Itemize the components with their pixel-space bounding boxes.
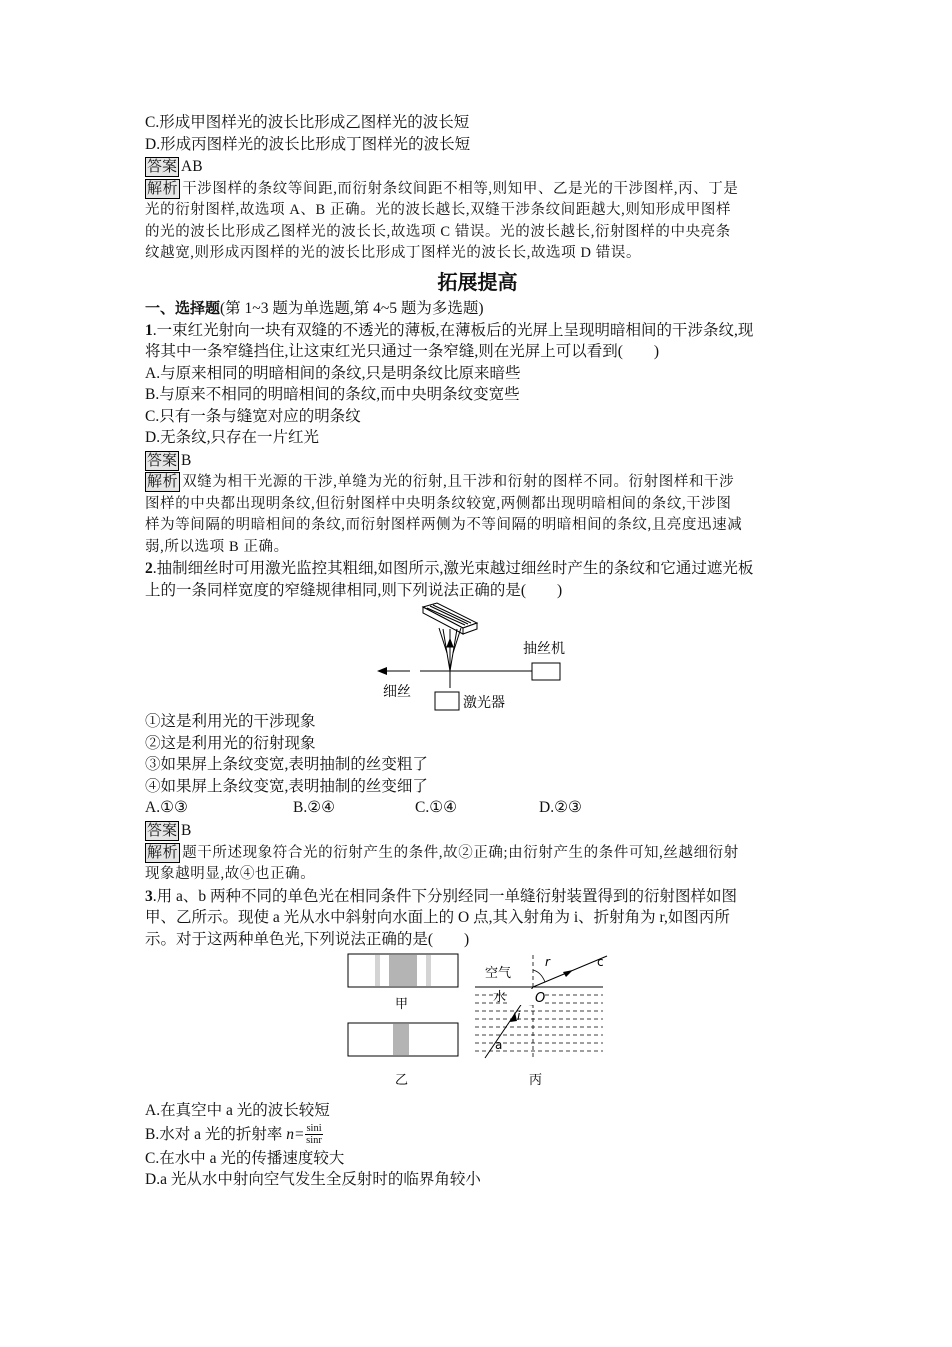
label-air: 空气 [485, 966, 512, 981]
pattern-jia [348, 954, 458, 987]
fraction: $\frac{\sin i}{\sin r}$ [306, 1123, 322, 1147]
answer-value: AB [181, 158, 203, 175]
option-d: D.②③ [539, 799, 582, 816]
laser-label: 激光器 [463, 695, 505, 711]
prev-option-d: D.形成丙图样光的波长比形成丁图样光的波长短 [145, 135, 471, 153]
question-1: 1.一束红光射向一块有双缝的不透光的薄板,在薄板后的光屏上呈现明暗相间的干涉条纹,现 将其中一条窄缝挡住,让这束红光只通过一条窄缝,则在光屏上可以看到( ) A.与原来相同的明暗相间的条纹,只是明条纹比原来暗些 B.与原来不相同的明暗相间的条纹,而中央明条纹变宽些 C.只有一条与缝宽对应的明条纹 D.无条纹,只存在一片红光 答案 B 解析 双缝为相干光源的干涉,单缝为光的衍射,且干涉和衍射的图样不同。衍射图样和干涉 图样的中央都出现明条纹,但衍射图样中央明条纹较宽,两侧都出现明暗相间的条纹,干涉图 样为等间隔的明暗相间的条纹,而衍射图样两侧为不等间隔的明暗相间的条纹,且亮度迅速减 弱,所以选项 B 正确。 [145, 320, 810, 559]
question-number: 2 [145, 560, 153, 577]
label-jia: 甲 [395, 997, 409, 1012]
label-bing: 丙 [529, 1073, 543, 1088]
document-page [145, 112, 810, 1191]
q1-analysis: 解析 双缝为相干光源的干涉,单缝为光的衍射,且干涉和衍射的图样不同。衍射图样和干涉 图样的中央都出现明条纹,但衍射图样中央明条纹较宽,两侧都出现明暗相间的条纹,干涉图 样为等间隔的明暗相间的条纹,而衍射图样两侧为不等间隔的明暗相间的条纹,且亮度迅速减 弱,所以选项 B 正确。 [145, 474, 743, 555]
wire-drawing-figure [145, 601, 810, 711]
label-ray-a: a [495, 1038, 503, 1052]
label-yi: 乙 [395, 1073, 409, 1088]
machine-box [532, 663, 560, 680]
option-c: C.①④ [415, 799, 458, 816]
question-2: 2.抽制细丝时可用激光监控其粗细,如图所示,激光束越过细丝时产生的条纹和它通过遮光板 上的一条同样宽度的窄缝规律相同,则下列说法正确的是( ) 抽丝机 细丝 激光器 ①这是利用光的干涉现象 ②这是利用光的衍射现象 ③如果屏上条纹变宽,表明抽制的丝变粗了 ④如果屏上条纹变宽,表明抽制的丝变细了 A.①③ B.②④ C.①④ D.②③ 答案 B 解析 题干所述现象符合光的衍射产生的条件,故②正确;由衍射产生的条件可知,丝越细衍射 现象越明显,故④也正确。 [145, 558, 810, 886]
statement-1: ①这是利用光的干涉现象 [145, 713, 316, 730]
prev-analysis: 解析 干涉图样的条纹等间距,而衍射条纹间距不相等,则知甲、乙是光的干涉图样,丙、丁是 光的衍射图样,故选项 A、B 正确。光的波长越长,双缝干涉条纹间距越大,则知形成甲图样 的光的波长比形成乙图样光的波长长,故选项 C 错误。光的波长越长,衍射图样的中央亮条 纹越宽,则形成丙图样的光的波长比形成丁图样光的波长长,故选项 D 错误。 [145, 180, 739, 261]
analysis-tag: 解析 [147, 180, 179, 197]
section-heading: 一、选择题(第 1~3 题为单选题,第 4~5 题为多选题) [145, 298, 484, 317]
answer-tag: 答案 [147, 159, 178, 175]
option-d: D.a 光从水中射向空气发生全反射时的临界角较小 [145, 1171, 481, 1188]
prev-option-c: C.形成甲图样光的波长比形成乙图样光的波长短 [145, 114, 470, 131]
label-ray-c: c [597, 955, 604, 969]
label-water: 水 [493, 990, 507, 1005]
option-a: A.在真空中 a 光的波长较短 [145, 1102, 330, 1119]
option-c: C.只有一条与缝宽对应的明条纹 [145, 407, 361, 425]
question-number: 3 [145, 887, 153, 905]
q1-answer: 答案 B [147, 451, 192, 469]
answer-tag: 答案 [147, 823, 178, 839]
option-c: C.在水中 a 光的传播速度较大 [145, 1149, 345, 1167]
analysis-tag: 解析 [147, 474, 179, 490]
q2-analysis: 解析 题干所述现象符合光的衍射产生的条件,故②正确;由衍射产生的条件可知,丝越细衍射 现象越明显,故④也正确。 [145, 844, 739, 882]
option-b: B.与原来不相同的明暗相间的条纹,而中央明条纹变宽些 [145, 386, 520, 403]
option-a: A.与原来相同的明暗相间的条纹,只是明条纹比原来暗些 [145, 364, 521, 382]
option-d: D.无条纹,只存在一片红光 [145, 429, 319, 446]
label-angle-i: i [517, 1009, 521, 1023]
statement-3: ③如果屏上条纹变宽,表明抽制的丝变粗了 [145, 756, 428, 773]
laser-box [435, 692, 459, 710]
option-a: A.①③ [145, 799, 188, 816]
question-3: 3.用 a、b 两种不同的单色光在相同条件下分别经同一单缝衍射装置得到的衍射图样如图 甲、乙所示。现使 a 光从水中斜射向水面上的 O 点,其入射角为 i、折射角为 r,如图丙所 示。对于这两种单色光,下列说法正确的是( ) 甲 乙 空气 水 O r i a c 丙 A.在真空中 a 光的波长较短 B.水对 a 光的折射率 n= $\frac{\sin i}{\sin r}$ C.在水中 a 光的传播速度较大 D.a 光从水中射向空气发生全反射时的临界角较小 [145, 886, 810, 1191]
question-number: 1 [145, 321, 153, 339]
label-point-o: O [535, 991, 546, 1006]
diffraction-refraction-figure [145, 950, 810, 1100]
answer-tag: 答案 [147, 452, 178, 469]
label-angle-r: r [545, 955, 550, 969]
left-arrow [377, 667, 410, 675]
q2-answer: 答案 B [147, 822, 192, 839]
section-title: 拓展提高 [437, 269, 518, 294]
pattern-yi [348, 1023, 458, 1056]
q2-options [145, 797, 810, 819]
statement-4: ④如果屏上条纹变宽,表明抽制的丝变细了 [145, 777, 428, 795]
option-b: B.②④ [293, 799, 336, 816]
machine-label: 抽丝机 [523, 641, 565, 657]
wire-label: 细丝 [383, 684, 411, 700]
statement-2: ②这是利用光的衍射现象 [145, 734, 316, 752]
option-b: B.水对 a 光的折射率 n= $\frac{\sin i}{\sin r}$ [145, 1123, 322, 1147]
laser-beams [439, 628, 461, 688]
prev-answer [145, 156, 810, 178]
analysis-tag: 解析 [147, 844, 179, 861]
